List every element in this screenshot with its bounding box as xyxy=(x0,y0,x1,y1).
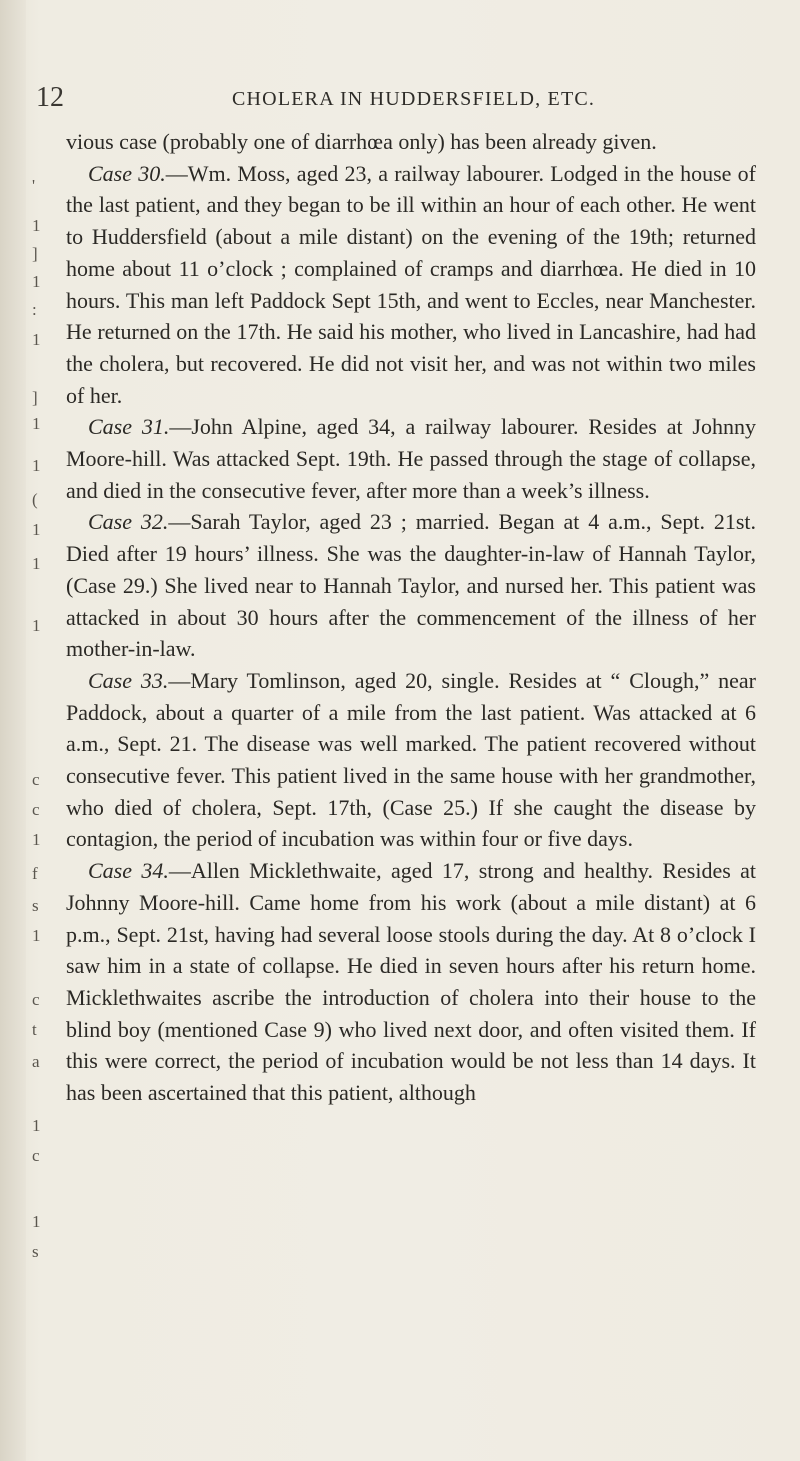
paragraph-case-30 xyxy=(66,158,756,412)
margin-glyph: ] xyxy=(32,388,38,407)
case-label: Case 31. xyxy=(88,414,170,440)
binding-edge xyxy=(0,0,26,1461)
paragraph-continuation xyxy=(66,126,756,158)
case-label: Case 30. xyxy=(88,160,166,186)
margin-glyph: ] xyxy=(32,244,38,263)
margin-glyph: a xyxy=(32,1052,40,1071)
paragraph-text: —Wm. Moss, aged 23, a railway labourer. Lodged in the house of the last patient, and they began to be ill within an hour of each other. He went to Huddersfield (about a mile distant) on the evening of the 19th; returned home about 11 o’clock ; complained of cramps and diarrhœa. He died in 10 hours. This man left Paddock Sept 15th, and went to Eccles, near Manchester. He returned on the 17th. He said his mother, who lived in Lancashire, had had the cholera, but recovered. He did not visit her, and was not within two miles of her. xyxy=(66,160,757,408)
margin-glyph: ' xyxy=(32,176,36,195)
paragraph-text: —John Alpine, aged 34, a railway labourer. Resides at Johnny Moore-hill. Was attacked Sept. 19th. He passed through the stage of collapse, and died in the consecutive fever, after more than a week’s illness. xyxy=(66,414,756,503)
page-number: 12 xyxy=(36,82,64,113)
margin-glyph: 1 xyxy=(32,456,41,475)
margin-glyph: f xyxy=(32,864,38,883)
paragraph-case-32 xyxy=(66,506,756,665)
margin-glyph: c xyxy=(32,1146,40,1165)
margin-glyph: 1 xyxy=(32,216,41,235)
case-label: Case 32. xyxy=(88,509,169,535)
body-text xyxy=(66,126,756,1109)
margin-glyph: c xyxy=(32,800,40,819)
margin-glyph: 1 xyxy=(32,830,41,849)
margin-glyph: 1 xyxy=(32,926,41,945)
page-header xyxy=(36,82,756,118)
margin-glyph: : xyxy=(32,300,37,319)
margin-glyph: t xyxy=(32,1020,37,1039)
adjacent-page-margin xyxy=(32,0,50,1461)
paragraph-text: —Sarah Taylor, aged 23 ; married. Began at 4 a.m., Sept. 21st. Died after 19 hours’ illness. She was the daughter-in-law of Hannah Taylor, (Case 29.) She lived near to Hannah Taylor, and nursed her. This patient was attacked in about 30 hours after the commencement of the illness of her mother-in-law. xyxy=(66,509,756,662)
margin-glyph: ( xyxy=(32,490,38,509)
case-label: Case 34. xyxy=(88,858,169,884)
paragraph-case-34 xyxy=(66,855,756,1109)
paragraph-text: —Mary Tomlinson, aged 20, single. Resides at “ Clough,” near Paddock, about a quarter of a mile from the last patient. Was attacked at 6 a.m., Sept. 21. The disease was well marked. The patient recovered without consecutive fever. This patient lived in the same house with her grandmother, who died of cholera, Sept. 17th, (Case 25.) If she caught the disease by contagion, the period of incubation was within four or five days. xyxy=(66,667,757,852)
margin-glyph: 1 xyxy=(32,272,41,291)
margin-glyph: c xyxy=(32,990,40,1009)
margin-glyph: 1 xyxy=(32,616,41,635)
margin-glyph: 1 xyxy=(32,414,41,433)
margin-glyph: 1 xyxy=(32,520,41,539)
paragraph-case-33 xyxy=(66,665,756,855)
paragraph-text: vious case (probably one of diarrhœa only) has been already given. xyxy=(66,129,657,154)
case-label: Case 33. xyxy=(88,667,169,693)
paragraph-text: —Allen Micklethwaite, aged 17, strong and healthy. Resides at Johnny Moore-hill. Came home from his work (about a mile distant) at 6 p.m., Sept. 21st, having had several loose stools during the day. At 8 o’clock I saw him in a state of collapse. He died in seven hours after his return home. Micklethwaites ascribe the introduction of cholera into their house to the blind boy (mentioned Case 9) who lived next door, and often visited them. If this were correct, the period of incubation would be not less than 14 days. It has been ascertained that this patient, although xyxy=(66,858,757,1106)
margin-glyph: s xyxy=(32,1242,39,1261)
running-head: CHOLERA IN HUDDERSFIELD, ETC. xyxy=(232,88,596,110)
margin-glyph: 1 xyxy=(32,554,41,573)
paragraph-case-31 xyxy=(66,411,756,506)
margin-glyph: c xyxy=(32,770,40,789)
margin-glyph: 1 xyxy=(32,1116,41,1135)
margin-glyph: 1 xyxy=(32,1212,41,1231)
margin-glyph: 1 xyxy=(32,330,41,349)
margin-glyph: s xyxy=(32,896,39,915)
